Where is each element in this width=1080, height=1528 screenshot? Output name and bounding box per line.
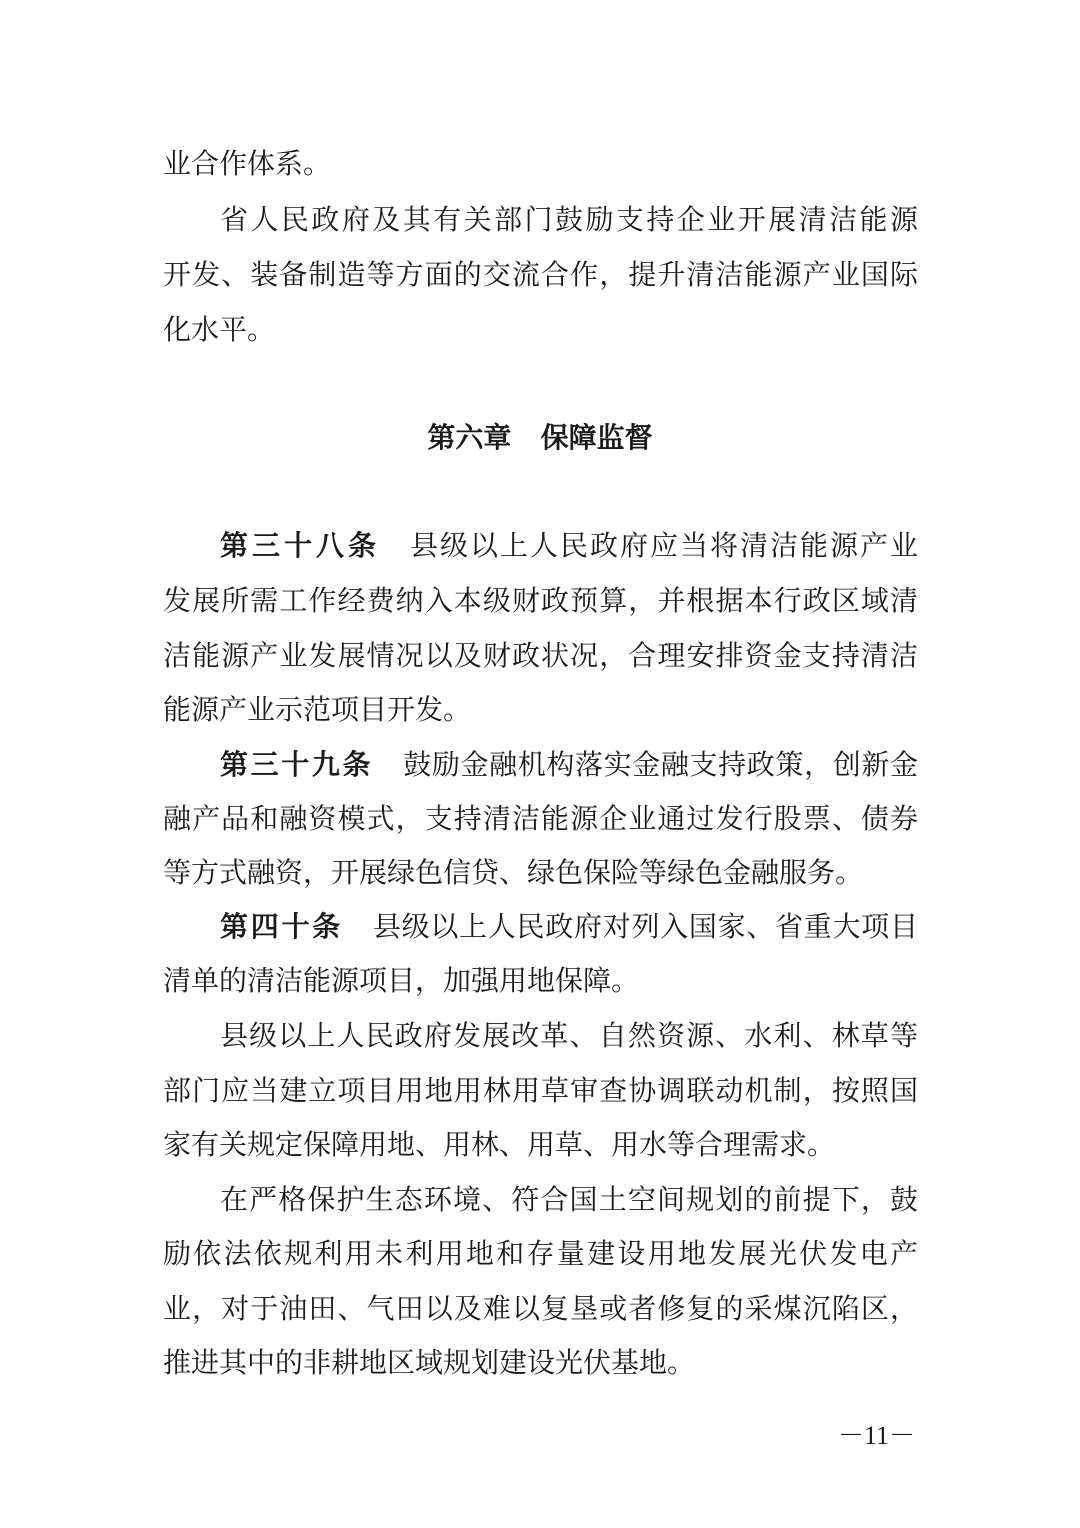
page-number: －11－	[837, 1421, 915, 1450]
article-40-line	[163, 907, 918, 947]
text-line: 洁能源产业发展情况以及财政状况，合理安排资金支持清洁	[163, 639, 918, 672]
article-text: 县级以上人民政府对列入国家、省重大项目	[372, 910, 918, 943]
text-line: 业合作体系。	[163, 147, 332, 180]
article-38-line	[163, 526, 918, 566]
text-line: 化水平。	[163, 313, 276, 346]
article-text: 县级以上人民政府应当将清洁能源产业	[410, 529, 918, 562]
chapter-heading	[0, 418, 1080, 458]
text-line: 在严格保护生态环境、符合国土空间规划的前提下，鼓	[220, 1183, 918, 1216]
text-line: 清单的清洁能源项目，加强用地保障。	[163, 964, 640, 997]
chapter-number: 第六章	[427, 421, 512, 454]
text-line: 融产品和融资模式，支持清洁能源企业通过发行股票、债券	[163, 802, 918, 835]
text-line: 励依法依规利用未利用地和存量建设用地发展光伏发电产	[163, 1237, 918, 1270]
article-39-line	[163, 745, 918, 785]
article-label: 第四十条	[220, 910, 343, 943]
text-line: 家有关规定保障用地、用林、用草、用水等合理需求。	[163, 1128, 836, 1161]
text-line: 能源产业示范项目开发。	[163, 693, 472, 726]
text-line: 省人民政府及其有关部门鼓励支持企业开展清洁能源	[220, 203, 918, 236]
chapter-title: 保障监督	[540, 421, 653, 454]
text-line: 等方式融资，开展绿色信贷、绿色保险等绿色金融服务。	[163, 856, 864, 889]
text-line: 部门应当建立项目用地用林用草审查协调联动机制，按照国	[163, 1074, 918, 1107]
article-label: 第三十九条	[220, 748, 374, 781]
text-line: 推进其中的非耕地区域规划建设光伏基地。	[163, 1346, 696, 1379]
text-line: 发展所需工作经费纳入本级财政预算，并根据本行政区域清	[163, 584, 918, 617]
text-line: 业，对于油田、气田以及难以复垦或者修复的采煤沉陷区，	[163, 1292, 918, 1325]
text-line: 县级以上人民政府发展改革、自然资源、水利、林草等	[220, 1019, 918, 1052]
article-text: 鼓励金融机构落实金融支持政策，创新金	[403, 748, 918, 781]
article-label: 第三十八条	[220, 529, 380, 562]
text-line: 开发、装备制造等方面的交流合作，提升清洁能源产业国际	[163, 258, 918, 291]
